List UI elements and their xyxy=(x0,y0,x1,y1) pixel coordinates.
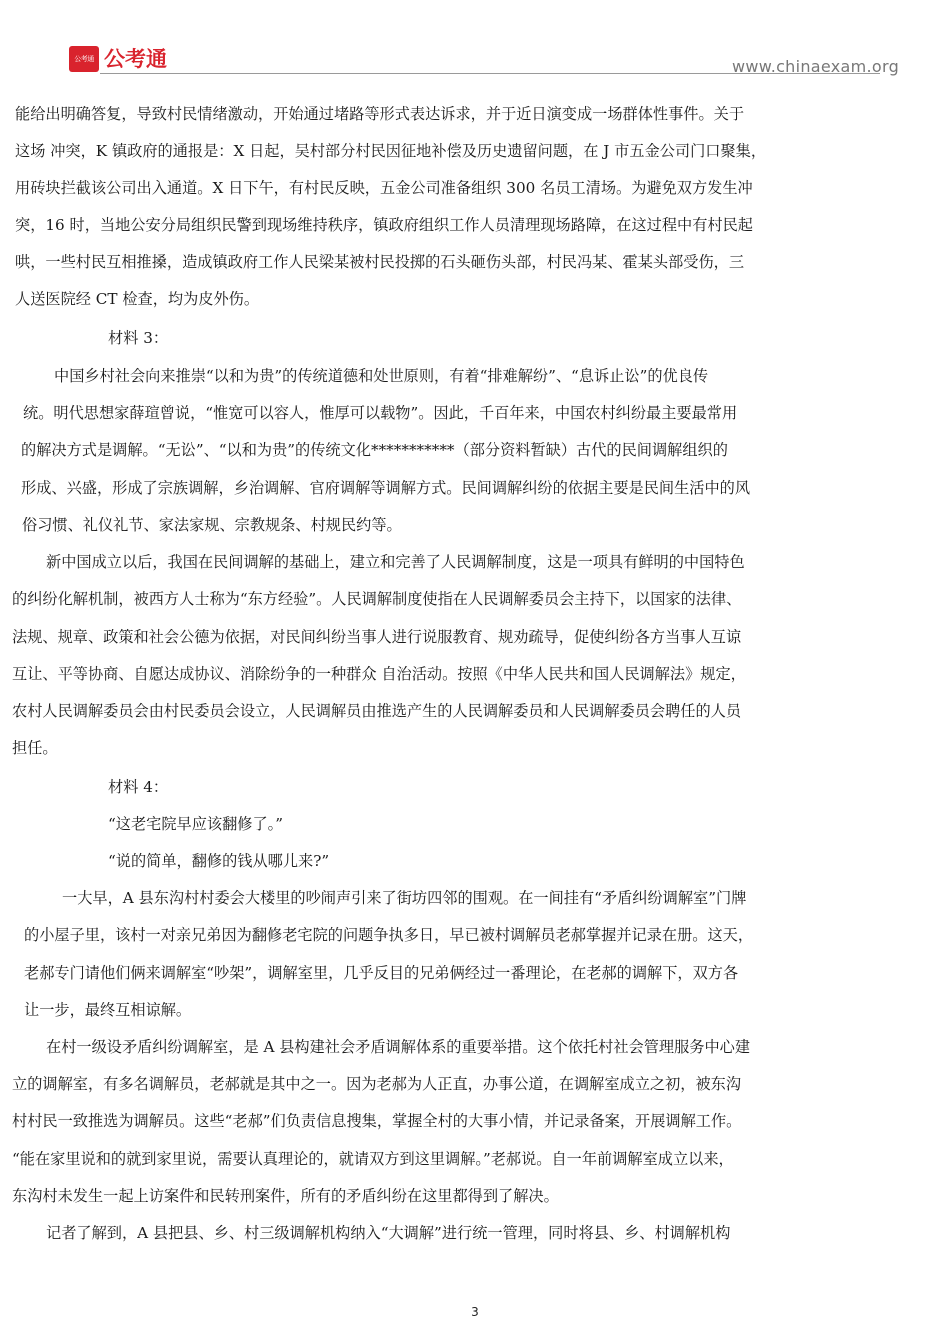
text-line: 统。明代思想家薛瑄曾说，“惟宽可以容人，惟厚可以载物”。因此，千百年来，中国农村纠纷最主要最常用 xyxy=(23,404,738,422)
text-line: 一大早，A 县东沟村村委会大楼里的吵闹声引来了街坊四邻的围观。在一间挂有“矛盾纠纷调解室”门牌 xyxy=(62,889,747,907)
site-url: www.chinaexam.org xyxy=(732,57,900,76)
text-line: 的纠纷化解机制，被西方人士称为“东方经验”。人民调解制度使指在人民调解委员会主持下，以国家的法律、 xyxy=(12,590,742,608)
text-line: 担任。 xyxy=(12,739,58,757)
text-line: 突，16 时，当地公安分局组织民警到现场维持秩序，镇政府组织工作人员清理现场路障，在这过程中有村民起 xyxy=(15,216,753,234)
page-header xyxy=(0,0,950,100)
text-line: 村村民一致推选为调解员。这些“老郝”们负责信息搜集，掌握全村的大事小情，并记录备案，开展调解工作。 xyxy=(12,1112,742,1130)
text-line: 俗习惯、礼仪礼节、家法家规、宗教规条、村规民约等。 xyxy=(22,516,402,534)
text-line: 人送医院经 CT 检查，均为皮外伤。 xyxy=(15,290,260,308)
quote-line: “这老宅院早应该翻修了。” xyxy=(108,815,283,833)
text-line: 中国乡村社会向来推崇“以和为贵”的传统道德和处世原则，有着“排难解纷”、“息诉止讼”的优良传 xyxy=(54,367,709,385)
text-line: 这场 冲突，K 镇政府的通报是：X 日起，吴村部分村民因征地补偿及历史遗留问题，在 J 市五金公司门口聚集， xyxy=(15,142,767,160)
text-line: 哄，一些村民互相推搡，造成镇政府工作人民梁某被村民投掷的石头砸伤头部，村民冯某、霍某头部受伤，三 xyxy=(15,253,744,271)
text-line: 立的调解室，有多名调解员，老郝就是其中之一。因为老郝为人正直，办事公道，在调解室成立之初，被东沟 xyxy=(12,1075,741,1093)
text-line: 的小屋子里，该村一对亲兄弟因为翻修老宅院的问题争执多日，早已被村调解员老郝掌握并记录在册。这天， xyxy=(24,926,753,944)
text-line: 形成、兴盛，形成了宗族调解，乡治调解、官府调解等调解方式。民间调解纠纷的依据主要是民间生活中的风 xyxy=(21,479,750,497)
quote-line: “说的简单，翻修的钱从哪儿来?” xyxy=(108,852,330,870)
text-line: 的解决方式是调解。“无讼”、“以和为贵”的传统文化***********（部分资料暂缺）古代的民间调解组织的 xyxy=(21,441,728,459)
text-line: “能在家里说和的就到家里说，需要认真理论的，就请双方到这里调解。”老郝说。自一年前调解室成立以来， xyxy=(12,1150,734,1168)
text-line: 能给出明确答复，导致村民情绪激动，开始通过堵路等形式表达诉求，并于近日演变成一场群体性事件。关于 xyxy=(15,105,744,123)
text-line: 法规、规章、政策和社会公德为依据，对民间纠纷当事人进行说服教育、规劝疏导，促使纠纷各方当事人互谅 xyxy=(12,628,741,646)
text-line: 农村人民调解委员会由村民委员会设立，人民调解员由推选产生的人民调解委员和人民调解委员会聘任的人员 xyxy=(12,702,741,720)
text-line: 用砖块拦截该公司出入通道。X 日下午，有村民反映，五金公司准备组织 300 名员工清场。为避免双方发生冲 xyxy=(15,179,753,197)
text-line: 让一步，最终互相谅解。 xyxy=(24,1001,192,1019)
text-line: 互让、平等协商、自愿达成协议、消除纷争的一种群众 自治活动。按照《中华人民共和国人民调解法》规定， xyxy=(12,665,746,683)
text-line: 老郝专门请他们俩来调解室“吵架”，调解室里，几乎反目的兄弟俩经过一番理论，在老郝的调解下，双方各 xyxy=(24,964,739,982)
text-line: 新中国成立以后，我国在民间调解的基础上，建立和完善了人民调解制度，这是一项具有鲜明的中国特色 xyxy=(46,553,745,571)
text-line: 在村一级设矛盾纠纷调解室，是 A 县构建社会矛盾调解体系的重要举措。这个依托村社会管理服务中心建 xyxy=(46,1038,751,1056)
logo-badge: 公考通 xyxy=(69,46,99,72)
page-number: 3 xyxy=(471,1305,479,1319)
text-line: 东沟村未发生一起上访案件和民转刑案件，所有的矛盾纠纷在这里都得到了解决。 xyxy=(12,1187,559,1205)
section-heading: 材料 4： xyxy=(108,778,169,796)
text-line: 记者了解到，A 县把县、乡、村三级调解机构纳入“大调解”进行统一管理，同时将县、乡、村调解机构 xyxy=(46,1224,731,1242)
section-heading: 材料 3： xyxy=(108,329,169,347)
logo-text: 公考通 xyxy=(104,47,167,71)
